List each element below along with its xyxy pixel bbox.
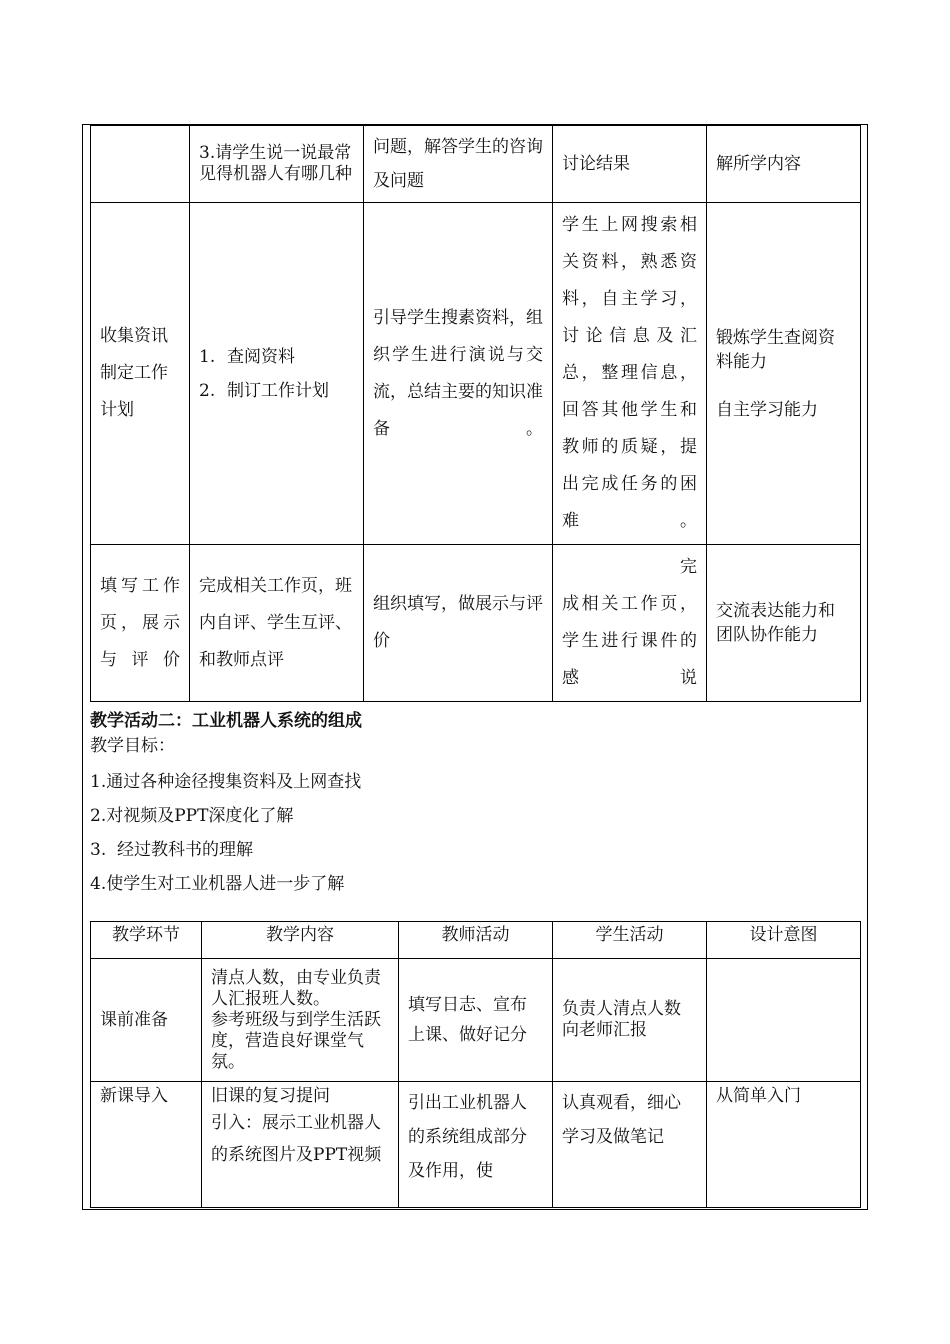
table-row — [91, 126, 861, 203]
stage-cell: 新课导入 — [91, 1082, 202, 1208]
teacher-activity-cell: 引导学生搜素资料，组织学生进行演说与交流，总结主要的知识准备。 — [364, 203, 553, 545]
content-text: 引入：展示工业机器人的系统图片及PPT视频 — [211, 1113, 382, 1165]
student-activity-cell: 讨论结果 — [553, 126, 707, 203]
column-header: 学生活动 — [553, 922, 707, 959]
table-header-row — [91, 922, 861, 959]
item-number: 2. — [199, 380, 216, 401]
column-header: 教学环节 — [91, 922, 202, 959]
stage-cell — [91, 126, 190, 203]
content-cell — [190, 203, 364, 545]
goal-item: 2.对视频及PPT深度化了解 — [90, 806, 294, 826]
stage-cell: 填写工作页，展示与评价 — [91, 545, 190, 702]
item-text: 查阅资料 — [227, 346, 295, 367]
content-cell — [202, 1082, 399, 1208]
student-activity-cell — [553, 545, 707, 702]
teacher-activity-cell: 组织填写，做展示与评价 — [364, 545, 553, 702]
content-cell: 3.请学生说一说最常见得机器人有哪几种 — [190, 126, 364, 203]
content-cell — [202, 959, 399, 1082]
content-text: 旧课的复习提问 — [211, 1086, 330, 1106]
student-activity-text: 完 — [680, 557, 697, 577]
goal-list — [90, 765, 361, 901]
student-activity-cell: 认真观看，细心学习及做笔记 — [553, 1082, 707, 1208]
student-activity-cell: 负责人清点人数向老师汇报 — [553, 959, 707, 1082]
column-header: 教学内容 — [202, 922, 399, 959]
teacher-activity-cell: 问题，解答学生的咨询及问题 — [364, 126, 553, 203]
design-intent-cell: 从简单入门 — [707, 1082, 861, 1208]
teacher-activity-cell: 引出工业机器人的系统组成部分及作用，使 — [399, 1082, 553, 1208]
stage-cell: 课前准备 — [91, 959, 202, 1082]
content-text: 参考班级与到学生活跃度，营造良好课堂气氛。 — [211, 1009, 381, 1072]
content-text: 清点人数，由专业负责人汇报班人数。 — [211, 967, 381, 1009]
table-row — [91, 203, 861, 545]
activity-two-table — [90, 921, 861, 1208]
teacher-activity-cell: 填写日志、宣布上课、做好记分 — [399, 959, 553, 1082]
table-row — [91, 545, 861, 702]
table-row — [91, 959, 861, 1082]
student-activity-text: 成相关工作页，学生进行课件的感说 — [562, 594, 697, 688]
student-activity-cell: 学生上网搜索相关资料，熟悉资料，自主学习，讨论信息及汇总，整理信息，回答其他学生和教师的质疑，提出完成任务的困难。 — [553, 203, 707, 545]
design-intent-cell: 交流表达能力和团队协作能力 — [707, 545, 861, 702]
design-intent-cell: 解所学内容 — [707, 126, 861, 203]
goal-item: 4.使学生对工业机器人进一步了解 — [90, 874, 345, 894]
goal-label: 教学目标： — [90, 736, 175, 756]
activity-one-table — [90, 125, 861, 702]
goal-item: 1.通过各种途径搜集资料及上网查找 — [90, 772, 362, 792]
section-title: 教学活动二：工业机器人系统的组成 — [90, 711, 362, 731]
design-intent-cell — [707, 959, 861, 1082]
column-header: 设计意图 — [707, 922, 861, 959]
design-intent-text: 锻炼学生查阅资料能力 — [716, 327, 835, 372]
item-text: 制订工作计划 — [227, 380, 329, 401]
design-intent-text: 自主学习能力 — [716, 399, 818, 420]
design-intent-cell — [707, 203, 861, 545]
stage-cell: 收集资讯制定工作计划 — [91, 203, 190, 545]
item-number: 1. — [199, 346, 216, 367]
table-row — [91, 1082, 861, 1208]
column-header: 教师活动 — [399, 922, 553, 959]
content-cell: 完成相关工作页，班内自评、学生互评、和教师点评 — [190, 545, 364, 702]
goal-item: 3. 经过教科书的理解 — [90, 840, 254, 860]
